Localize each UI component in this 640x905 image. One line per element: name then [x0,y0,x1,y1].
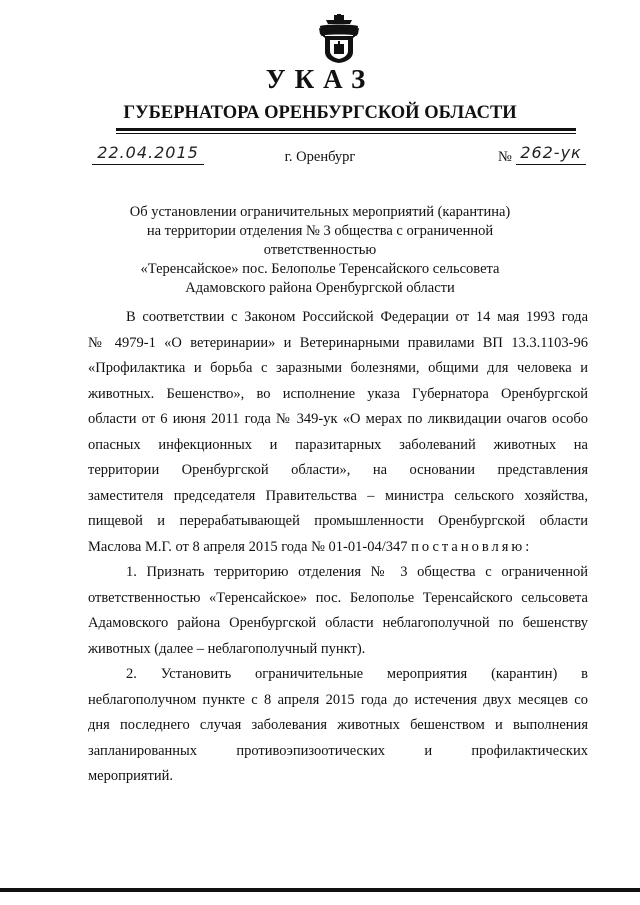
preamble-last-line [88,535,588,561]
preamble-last-text: Маслова М.Г. от 8 апреля 2015 года № 01-01-04/347 [88,538,408,555]
number-underline [516,164,586,165]
number-field [514,143,588,163]
title-line: Адамовского района Оренбургской области [185,280,455,296]
decree-body [88,305,588,790]
title-line: на территории отделения № 3 общества с ограниченной ответственностью [146,223,494,258]
city: г. Оренбург [284,149,356,165]
preamble-line: опасных инфекционных и паразитарных заболеваний животных на [88,436,588,453]
header-rule-thin [116,133,576,134]
preamble-line: В соответствии с Законом Российской Федерации от 14 мая 1993 года [126,309,588,325]
preamble-line: области от 6 июня 2011 года № 349-ук «О мерах по ликвидации очагов особо [88,411,588,427]
preamble-line: заместителя председателя Правительства – министра сельского хозяйства, [88,487,588,504]
coat-of-arms-icon [317,14,361,64]
decree-title [120,203,520,298]
item2-line: 2. Установить ограничительные мероприятия (карантин) в [126,666,588,682]
header-rule-thick [116,128,576,131]
item2-line: мероприятий. [88,768,174,784]
item2-line: запланированных противоэпизоотических и профилактических [88,742,588,759]
title-line: «Теренсайское» пос. Белополье Теренсайского сельсовета [140,261,500,277]
item1-line: Адамовского района Оренбургской области неблагополучной по бешенству [88,615,588,631]
item2-line: дня последнего случая заболевания животных бешенством и выполнения [88,717,588,733]
preamble-line: территории Оренбургской области», на основании представления [88,462,588,478]
number-label: № [498,149,512,165]
title-line: Об установлении ограничительных мероприятий (карантина) [129,204,511,220]
item1-line: ответственностью «Теренсайское» пос. Белополье Теренсайского сельсовета [88,589,588,606]
item1-line: животных (далее – неблагополучный пункт). [88,640,366,657]
item2-line: неблагополучном пункте с 8 апреля 2015 года до истечения двух месяцев со [88,691,588,708]
decree-word: постановляю: [411,538,533,555]
item1-line: 1. Признать территорию отделения № 3 общества с ограниченной [126,564,588,580]
preamble-line: «Профилактика и борьба с заразными болезнями, общими для человека и [88,360,588,376]
page-bottom-rule [0,888,640,892]
preamble-line: № 4979-1 «О ветеринарии» и Ветеринарными правилами ВП 13.3.1103-96 [88,334,588,351]
handwritten-date: 22.04.2015 [97,143,199,162]
document-type: УКАЗ [265,64,375,94]
preamble-line: пищевой и перерабатывающей промышленности Оренбургской области [88,513,588,529]
issuer-title: ГУБЕРНАТОРА ОРЕНБУРГСКОЙ ОБЛАСТИ [123,103,517,123]
preamble-line: животных. Бешенство», во исполнение указа Губернатора Оренбургской [88,385,588,402]
handwritten-number: 262-ук [520,143,582,162]
